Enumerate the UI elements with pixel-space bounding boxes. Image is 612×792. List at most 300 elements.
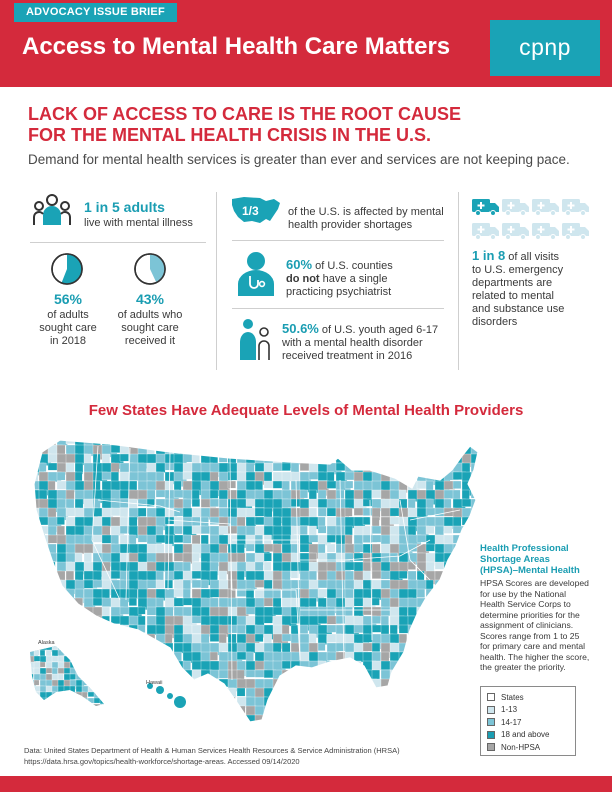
county-cell — [327, 679, 340, 686]
county-cell — [264, 445, 277, 456]
county-cell — [94, 650, 102, 659]
county-cell — [111, 661, 120, 673]
youth-percent: 50.6% — [282, 321, 319, 336]
county-cell — [210, 724, 218, 737]
county-cell — [219, 715, 234, 728]
county-cell — [426, 526, 434, 534]
county-cell — [327, 571, 337, 581]
logo-text: cpnp — [519, 34, 571, 60]
county-cell — [228, 625, 238, 633]
county-cell — [381, 688, 395, 701]
county-cell — [30, 517, 38, 524]
county-cell — [417, 679, 426, 690]
county-cell — [426, 625, 439, 636]
county-cell — [282, 688, 290, 699]
county-cell — [57, 616, 69, 624]
source-url[interactable]: https://data.hrsa.gov/topics/health-workforce/shortage-areas. Accessed 09/14/2020 — [24, 757, 300, 766]
county-cell — [82, 680, 89, 685]
county-cell — [48, 625, 56, 637]
county-cell — [444, 670, 455, 678]
county-cell — [408, 643, 422, 656]
county-cell — [66, 463, 74, 472]
footer-bar — [0, 776, 612, 792]
county-cell — [28, 686, 34, 694]
ed-line-2: to U.S. emergency — [472, 264, 564, 276]
legend-item-18-above — [487, 729, 569, 742]
county-cell — [372, 517, 379, 527]
county-cell — [219, 499, 227, 508]
county-cell — [318, 715, 332, 726]
county-cell — [30, 598, 39, 608]
legend-desc-line: for primary care and mental — [480, 641, 586, 651]
county-cell — [462, 715, 474, 723]
county-cell — [264, 598, 273, 606]
county-cell — [156, 526, 163, 536]
county-cell — [183, 715, 192, 724]
county-cell — [273, 697, 284, 708]
county-cell — [39, 715, 49, 728]
county-cell — [399, 661, 407, 672]
county-cell — [372, 616, 381, 624]
county-cell — [82, 704, 88, 710]
county-cell — [336, 697, 350, 712]
county-cell — [426, 706, 440, 719]
county-cell — [88, 650, 94, 658]
county-cell — [273, 463, 283, 471]
county-cell — [444, 679, 458, 690]
county-cell — [165, 643, 173, 656]
county-cell — [264, 562, 271, 571]
county-cell — [111, 670, 126, 685]
county-cell — [82, 656, 92, 663]
county-cell — [48, 598, 60, 608]
county-cell — [381, 697, 394, 708]
county-cell — [363, 436, 377, 445]
county-cell — [84, 670, 98, 685]
county-cell — [82, 662, 90, 667]
county-cell — [66, 472, 76, 481]
county-cell — [327, 670, 339, 685]
county-cell — [174, 679, 183, 690]
county-cell — [363, 499, 372, 506]
county-cell — [138, 706, 146, 716]
county-cell — [30, 589, 41, 602]
county-cell — [94, 656, 102, 662]
county-cell — [354, 706, 363, 720]
county-cell — [201, 652, 211, 662]
county-cell — [201, 580, 209, 588]
county-cell — [30, 715, 37, 728]
youth-line-1: of U.S. youth aged 6-17 — [318, 324, 439, 336]
county-cell — [120, 724, 132, 738]
county-cell — [435, 625, 448, 633]
county-cell — [246, 463, 254, 473]
county-cell — [237, 688, 245, 696]
county-cell — [300, 490, 308, 498]
county-cell — [318, 706, 327, 714]
sought-care-percent: 56% — [53, 291, 83, 307]
county-cell — [408, 670, 423, 680]
county-cell — [28, 644, 35, 649]
county-cell — [129, 598, 137, 606]
legend-label: Non-HPSA — [501, 742, 541, 752]
county-cell — [102, 679, 111, 687]
county-cell — [57, 454, 67, 463]
county-cell — [46, 692, 56, 700]
county-cell — [219, 436, 230, 447]
county-cell — [345, 715, 357, 723]
county-cell — [453, 571, 460, 582]
county-cell — [417, 589, 425, 598]
county-cell — [336, 688, 351, 699]
county-cell — [462, 544, 474, 558]
county-cell — [363, 688, 374, 703]
county-cell — [480, 481, 493, 490]
county-cell — [282, 643, 290, 653]
county-cell — [48, 616, 57, 631]
subheadline: Demand for mental health services is greater than ever and services are not keeping pace. — [28, 152, 570, 167]
county-cell — [363, 706, 371, 716]
county-cell — [210, 589, 220, 597]
county-cell — [435, 643, 443, 651]
adults-stat-number: 1 in 5 adults — [84, 199, 165, 215]
county-cell — [453, 715, 466, 725]
counties-bold: do not — [286, 273, 320, 285]
county-cell — [174, 598, 184, 606]
county-cell — [219, 445, 233, 454]
county-cell — [28, 698, 38, 703]
hawaii-islands — [147, 683, 186, 708]
legend-desc-line: the greater the priority. — [480, 662, 566, 672]
county-cell — [309, 706, 324, 718]
county-cell — [147, 652, 160, 659]
county-cell — [165, 580, 173, 588]
county-cell — [372, 706, 384, 721]
county-cell — [480, 436, 488, 444]
county-cell — [66, 625, 81, 637]
county-cell — [462, 553, 469, 568]
legend-title-line-3: (HPSA)–Mental Health — [480, 565, 580, 576]
legend-desc-line: assignment of clinicians. — [480, 620, 574, 630]
county-cell — [327, 625, 337, 632]
county-cell — [93, 643, 108, 655]
county-cell — [219, 724, 233, 737]
county-cell — [46, 698, 53, 704]
county-cell — [84, 652, 94, 667]
county-cell — [84, 643, 95, 652]
legend-swatch — [487, 743, 495, 751]
county-cell — [100, 644, 106, 652]
county-cell — [93, 724, 103, 738]
county-cell — [309, 454, 322, 462]
county-cell — [183, 454, 192, 462]
county-cell — [372, 445, 381, 460]
county-cell — [100, 686, 110, 695]
adults-stat-text: live with mental illness — [84, 217, 193, 229]
county-cell — [237, 724, 245, 738]
county-cell — [75, 472, 82, 481]
county-cell — [426, 544, 435, 551]
county-cell — [336, 679, 347, 692]
county-cell — [372, 535, 382, 542]
county-cell — [417, 706, 426, 714]
county-cell — [94, 704, 103, 710]
county-cell — [309, 688, 323, 701]
county-cell — [39, 562, 47, 572]
county-cell — [444, 706, 453, 716]
county-cell — [228, 553, 238, 562]
county-cell — [264, 724, 273, 735]
county-cell — [453, 643, 461, 651]
county-cell — [282, 661, 291, 669]
county-cell — [255, 463, 264, 472]
county-cell — [444, 715, 459, 723]
county-cell — [58, 704, 68, 712]
county-cell — [453, 553, 467, 563]
county-cell — [462, 598, 473, 608]
county-cell — [84, 661, 97, 672]
shortage-fraction: 1/3 — [242, 204, 259, 218]
county-cell — [381, 571, 391, 579]
county-cell — [408, 688, 422, 701]
county-cell — [309, 445, 319, 454]
county-cell — [102, 661, 114, 676]
county-cell — [39, 607, 51, 619]
county-cell — [138, 652, 148, 666]
county-cell — [111, 688, 121, 699]
county-cell — [102, 715, 112, 730]
county-cell — [426, 661, 436, 675]
county-cell — [39, 544, 48, 558]
county-cell — [435, 724, 449, 732]
county-cell — [273, 706, 286, 721]
county-cell — [426, 670, 435, 680]
county-cell — [120, 634, 132, 646]
county-cell — [48, 607, 61, 622]
county-cell — [237, 625, 246, 634]
county-cell — [462, 580, 474, 595]
county-cell — [273, 571, 282, 581]
county-cell — [345, 706, 357, 721]
county-cell — [399, 463, 407, 475]
county-cell — [480, 499, 489, 508]
county-cell — [354, 670, 368, 680]
county-cell — [327, 724, 338, 732]
county-cell — [453, 580, 464, 589]
county-cell — [192, 490, 199, 500]
county-cell — [102, 706, 116, 718]
county-cell — [318, 454, 331, 462]
county-cell — [417, 436, 425, 445]
county-cell — [390, 463, 403, 478]
county-cell — [462, 652, 473, 660]
county-cell — [273, 715, 286, 725]
county-cell — [300, 625, 308, 634]
county-cell — [237, 715, 245, 727]
county-cell — [88, 662, 97, 672]
ed-line-1: of all visits — [505, 251, 560, 263]
county-cell — [381, 724, 390, 733]
county-cell — [58, 698, 68, 704]
county-cell — [246, 445, 255, 456]
county-cell — [192, 679, 207, 691]
county-cell — [70, 686, 75, 693]
county-cell — [111, 679, 126, 693]
county-cell — [138, 670, 148, 681]
county-cell — [354, 724, 364, 736]
county-cell — [417, 454, 429, 464]
county-cell — [66, 490, 74, 499]
county-cell — [210, 697, 218, 707]
county-cell — [426, 688, 438, 700]
received-care-line-1: of adults who — [117, 309, 183, 321]
legend-desc-line: health. The higher the score, — [480, 651, 590, 662]
county-cell — [435, 562, 444, 569]
county-cell — [417, 445, 425, 455]
county-cell — [453, 697, 462, 712]
county-cell — [471, 526, 484, 534]
county-cell — [39, 598, 51, 608]
county-cell — [417, 634, 429, 646]
county-cell — [435, 589, 449, 597]
county-cell — [417, 481, 427, 489]
county-cell — [174, 715, 186, 724]
county-cell — [444, 643, 454, 655]
county-cell — [255, 508, 265, 516]
county-cell — [34, 650, 40, 655]
county-cell — [58, 692, 64, 698]
county-cell — [46, 704, 53, 710]
county-cell — [64, 692, 70, 699]
county-cell — [390, 445, 402, 453]
county-cell — [480, 490, 495, 503]
county-cell — [309, 679, 319, 687]
county-cell — [75, 724, 83, 738]
county-cell — [408, 436, 417, 446]
county-cell — [192, 436, 203, 444]
county-cell — [156, 715, 164, 728]
county-cell — [75, 706, 89, 715]
county-cell — [192, 553, 199, 562]
county-cell — [264, 553, 272, 561]
legend-desc-line: determine priorities for the — [480, 609, 580, 620]
county-cell — [291, 535, 299, 544]
county-cell — [192, 445, 202, 454]
ed-line-5: and substance use — [472, 303, 565, 315]
county-cell — [138, 508, 146, 517]
county-cell — [426, 463, 441, 471]
county-cell — [462, 562, 474, 573]
county-cell — [372, 598, 380, 605]
county-cell — [246, 724, 256, 737]
county-cell — [40, 662, 45, 667]
county-cell — [444, 607, 455, 616]
county-cell — [30, 724, 39, 733]
county-cell — [111, 697, 122, 712]
county-cell — [192, 706, 206, 720]
county-cell — [336, 706, 348, 716]
county-cell — [435, 445, 447, 455]
legend-desc-line: for use by the National — [480, 588, 566, 599]
county-cell — [70, 650, 77, 657]
county-cell — [93, 652, 108, 664]
county-cell — [246, 706, 256, 715]
county-cell — [165, 634, 172, 643]
legend-label: 1-13 — [501, 705, 518, 715]
county-cell — [111, 652, 122, 663]
legend-label: 18 and above — [501, 730, 550, 740]
county-cell — [390, 454, 405, 467]
county-cell — [165, 670, 174, 682]
county-cell — [39, 706, 47, 714]
county-cell — [165, 715, 172, 730]
county-cell — [111, 643, 122, 652]
county-cell — [129, 670, 141, 679]
county-cell — [408, 715, 418, 726]
county-cell — [156, 670, 169, 679]
county-cell — [138, 634, 147, 643]
county-cell — [435, 463, 449, 471]
county-cell — [82, 644, 89, 649]
county-cell — [453, 634, 466, 647]
county-cell — [453, 616, 461, 628]
county-cell — [201, 436, 212, 449]
county-cell — [48, 697, 60, 710]
county-cell — [111, 724, 125, 732]
county-cell — [408, 472, 415, 481]
county-cell — [291, 697, 299, 706]
county-cell — [435, 634, 445, 644]
county-cell — [57, 517, 65, 525]
county-cell — [102, 688, 110, 703]
county-cell — [100, 674, 108, 683]
hawaii-island — [156, 686, 164, 694]
county-cell — [75, 625, 83, 636]
county-cell — [318, 679, 326, 694]
county-cell — [444, 625, 455, 640]
county-cell — [39, 589, 52, 600]
county-cell — [30, 553, 41, 565]
county-cell — [381, 715, 389, 726]
counties-line-2: have a single — [319, 273, 388, 285]
county-cell — [282, 706, 290, 719]
county-cell — [462, 661, 470, 672]
county-cell — [444, 526, 452, 534]
county-cell — [64, 644, 73, 653]
county-cell — [84, 706, 95, 719]
county-cell — [327, 697, 339, 709]
county-cell — [363, 454, 376, 467]
county-cell — [75, 499, 83, 509]
county-cell — [390, 724, 398, 733]
county-cell — [100, 662, 109, 669]
county-cell — [183, 706, 197, 715]
county-cell — [174, 670, 182, 684]
county-cell — [82, 668, 91, 674]
county-cell — [210, 652, 218, 661]
county-cell — [318, 589, 327, 597]
county-cell — [444, 589, 455, 600]
headline-line-2: FOR THE MENTAL HEALTH CRISIS IN THE U.S. — [28, 125, 432, 145]
county-cell — [66, 724, 75, 734]
county-cell — [462, 607, 477, 615]
county-cell — [219, 589, 229, 598]
county-cell — [102, 607, 110, 616]
county-cell — [408, 454, 417, 468]
county-cell — [435, 607, 445, 615]
county-cell — [390, 715, 402, 723]
county-cell — [471, 481, 481, 490]
